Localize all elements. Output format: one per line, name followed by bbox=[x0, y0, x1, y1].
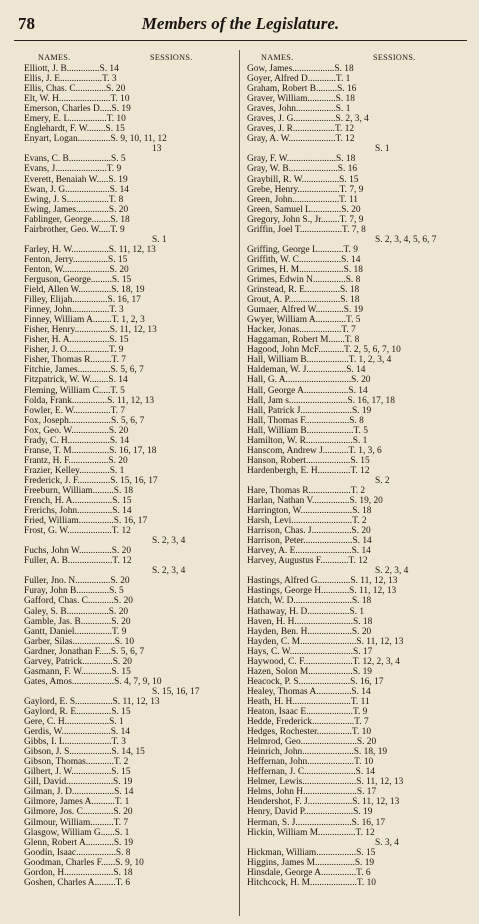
member-entry: S. 1 bbox=[152, 234, 167, 245]
member-entry: Hickman, William.................S. 15 bbox=[247, 847, 376, 858]
member-entry: Gow, James..................S. 18 bbox=[247, 64, 354, 74]
member-entry: Gilmore, James A..........T. 1 bbox=[24, 797, 130, 808]
member-entry: Hastings, Alfred G..............S. 11, 12, 13 bbox=[247, 576, 398, 587]
member-entry: Ellis, J. E..................T. 3 bbox=[24, 74, 117, 85]
member-entry: Fairbrother, Geo. W.....T. 9 bbox=[24, 224, 125, 235]
member-entry: Emerson, Charles D.....S. 19 bbox=[24, 104, 131, 115]
member-entry: Finney, John................T. 3 bbox=[24, 305, 124, 316]
member-entry: Freeburn, William.........S. 18 bbox=[24, 485, 134, 496]
member-entry: Helmrod, Geo........................S. 20 bbox=[247, 737, 377, 748]
member-entry: Fisher, Thomas R.........T. 7 bbox=[24, 355, 126, 366]
member-entry: Graham, Robert B.........S. 16 bbox=[247, 84, 357, 95]
member-entry: S. 2, 3, 4, 5, 6, 7 bbox=[375, 234, 437, 245]
member-entry: Ewan, J. G...................S. 14 bbox=[24, 184, 129, 195]
member-entry: Elt, W. H......................T. 10 bbox=[24, 94, 130, 105]
member-entry: Gates, Amos..................S. 4, 7, 9, 10 bbox=[24, 676, 162, 687]
member-entry: Hamilton, W. R....................S. 1 bbox=[247, 435, 368, 446]
member-entry: Hays, C. W...........................S. 17 bbox=[247, 646, 373, 657]
names-header: NAMES. bbox=[38, 53, 71, 62]
member-entry: Hall, Patrick J......................S. 19 bbox=[247, 405, 372, 416]
member-entry: Goodman, Charles F......S. 9, 10 bbox=[24, 857, 144, 868]
member-entry: Hastings, George H............S. 11, 12, 13 bbox=[247, 586, 397, 597]
member-entry: Graves, J. R..................T. 12 bbox=[247, 124, 355, 135]
page-number: 78 bbox=[18, 14, 35, 33]
member-entry: Frederick, J. F..............S. 15, 16, 17 bbox=[24, 475, 158, 486]
member-entry: Hanscom, Andrew J...........T. 1, 3, 6 bbox=[247, 445, 382, 456]
member-entry: Haldeman, W. J.................S. 14 bbox=[247, 365, 366, 376]
member-entry: Fuller, Jno. N...............S. 20 bbox=[24, 576, 130, 587]
member-entry: Gilmore, Jos. C.............S. 20 bbox=[24, 807, 133, 818]
member-entry: Gregory, John S., Jr........T. 7, 9 bbox=[247, 214, 364, 225]
member-entry: Garvey, Patrick.............S. 20 bbox=[24, 656, 132, 667]
member-entry: Hitchcock, H. M....................T. 10 bbox=[247, 877, 376, 888]
member-entry: Folda, Frank...............S. 11, 12, 13 bbox=[24, 395, 155, 406]
member-entry: Fenton, Jerry...............S. 15 bbox=[24, 254, 128, 265]
member-entry: Farley, H. W................S. 11, 12, 13 bbox=[24, 244, 156, 255]
sessions-header: SESSIONS. bbox=[150, 53, 193, 62]
member-entry: Hare, Thomas R..................T. 2 bbox=[247, 485, 366, 496]
member-entry: Harsh, Levi..........................T. 2 bbox=[247, 516, 367, 527]
member-entry: Gantt, Daniel................T. 9 bbox=[24, 626, 127, 637]
member-entry: Hall, George A...................S. 14 bbox=[247, 385, 368, 396]
member-entry: Gray, W. B.....................S. 16 bbox=[247, 164, 358, 175]
member-entry: Frazier, Kelley.............S. 1 bbox=[24, 465, 125, 476]
member-entry: Griffing, George L...........T. 9 bbox=[247, 244, 358, 255]
member-entry: Hedges, Rochester...............T. 10 bbox=[247, 727, 372, 738]
member-entry: Gibbs, I. L....................T. 3 bbox=[24, 737, 126, 748]
member-entry: Fitzpatrick, W. W........S. 14 bbox=[24, 375, 128, 386]
right-column bbox=[247, 53, 469, 888]
member-entry: Ellis, Chas. C.............S. 20 bbox=[24, 84, 126, 95]
member-entry: Filley, Elijah...............S. 16, 17 bbox=[24, 295, 141, 306]
member-entry: Hall, Thomas F...................S. 8 bbox=[247, 415, 364, 426]
member-entry: Fowler, E. W................T. 7 bbox=[24, 405, 126, 416]
member-entry: Frantz, H. F.................S. 20 bbox=[24, 455, 128, 466]
member-entry: Harvey, Augustus F............T. 12 bbox=[247, 556, 368, 567]
member-entry: Fisher, Henry...............S. 11, 12, 13 bbox=[24, 325, 157, 336]
member-entry: Gibson, J. S..................S. 14, 15 bbox=[24, 747, 145, 758]
member-entry: S. 1 bbox=[375, 144, 390, 155]
member-entry: Furay, John B..............S. 5 bbox=[24, 586, 124, 597]
member-entry: Gilbert, J. W.................S. 15 bbox=[24, 767, 131, 778]
member-entry: Fried, William...............S. 16, 17 bbox=[24, 516, 148, 527]
member-entry: Evans, J......................T. 9 bbox=[24, 164, 122, 175]
member-entry: Harrington, W......................S. 18 bbox=[247, 506, 372, 517]
member-entry: Heffernan, John....................T. 10 bbox=[247, 757, 374, 768]
member-entry: Englehardt, F. W........S. 15 bbox=[24, 124, 125, 135]
member-entry: Graves, John.................S. 1 bbox=[247, 104, 351, 115]
member-entry: Harrison, Peter.....................S. 14 bbox=[247, 536, 372, 547]
member-entry: Heinrich, John......................S. 18, 19 bbox=[247, 747, 388, 758]
member-entry: Harlan, Nathan V................S. 19, 20 bbox=[247, 496, 383, 507]
member-entry: Fleming, William C.....T. 5 bbox=[24, 385, 125, 396]
member-entry: Frady, C. H..................S. 14 bbox=[24, 435, 130, 446]
member-entry: Gamble, Jas. B.............S. 20 bbox=[24, 616, 131, 627]
member-entry: Grebe, Henry..................T. 7, 9 bbox=[247, 184, 364, 195]
member-entry: Gordon, H.....................S. 18 bbox=[24, 867, 133, 878]
member-entry: Emery, E. L................T. 10 bbox=[24, 114, 126, 125]
member-entry: Elliott, J. B..............S. 14 bbox=[24, 64, 119, 74]
member-entry: Glenn, Robert A............S. 19 bbox=[24, 837, 134, 848]
sessions-header: SESSIONS. bbox=[373, 53, 416, 62]
member-entry: Hinsdale, George A...............T. 6 bbox=[247, 867, 371, 878]
member-entry: Hagood, John McF...........T. 2, 5, 6, 7, 10 bbox=[247, 345, 401, 356]
member-entry: Higgins, James M.................S. 19 bbox=[247, 857, 375, 868]
member-entry: Harrison, Chas. J.................S. 20 bbox=[247, 526, 371, 537]
member-entry: S. 3, 4 bbox=[375, 837, 399, 848]
member-entry: Glasgow, William G......S. 1 bbox=[24, 827, 130, 838]
member-entry: S. 2, 3, 4 bbox=[375, 566, 409, 577]
member-entry: Heaton, Isaac E....................T. 9 bbox=[247, 707, 368, 717]
member-entry: Galey, S. B..................S. 20 bbox=[24, 606, 129, 617]
member-entry: Haven, H. H.........................S. 18 bbox=[247, 616, 373, 627]
member-entry: Henry, David P.....................S. 19 bbox=[247, 807, 373, 818]
member-entry: Helms, John H.......................S. 17 bbox=[247, 787, 377, 798]
member-entry: Helmer, Lewis.......................S. 11, 12, 13 bbox=[247, 777, 404, 788]
member-entry: Fitchie, James..............S. 5, 6, 7 bbox=[24, 365, 144, 376]
right-column-header bbox=[247, 53, 469, 64]
member-entry: Fenton, W....................S. 20 bbox=[24, 264, 129, 275]
member-entry: Goshen, Charles A.........T. 6 bbox=[24, 877, 131, 888]
member-entry: Griffin, Joel T..................T. 7, 8 bbox=[247, 224, 366, 235]
member-entry: Harvey, A. E........................S. 14 bbox=[247, 546, 371, 557]
member-entry: Graybill, R. W................S. 15 bbox=[247, 174, 359, 185]
member-entry: Grimes, H. M...................S. 18 bbox=[247, 264, 363, 275]
page-title: Members of the Legislature. bbox=[141, 14, 340, 33]
member-entry: Hall, William B....................T. 5 bbox=[247, 425, 368, 436]
member-entry: Hall, Jam s.........................S. 16, 17, 18 bbox=[247, 395, 395, 406]
member-entry: Ewing, J. S..................T. 8 bbox=[24, 194, 124, 205]
member-entry: Green, Samuel L.............S. 20 bbox=[247, 204, 361, 215]
member-entry: Heacock, P. S......................S. 16, 17 bbox=[247, 676, 384, 687]
member-entry: Griffith, W. C..................S. 14 bbox=[247, 254, 361, 265]
member-entry: Haywood, C. F.....................T. 12, 2, 3, 4 bbox=[247, 656, 400, 667]
member-entry: Hacker, Jonas..................T. 7 bbox=[247, 325, 356, 336]
member-entry: Hatch, W. D.........................S. 18 bbox=[247, 596, 372, 607]
member-entry: S. 2, 3, 4 bbox=[152, 536, 186, 547]
member-entry: Franse, T. M................S. 16, 17, 18 bbox=[24, 445, 157, 456]
member-entry: Heffernan, J. C......................S. 14 bbox=[247, 767, 375, 778]
member-entry: Gill, David....................S. 19 bbox=[24, 777, 133, 788]
member-entry: Hayden, C. M........................S. 11, 12, 13 bbox=[247, 636, 404, 647]
member-entry: Graves, J. G..................S. 2, 3, 4 bbox=[247, 114, 369, 125]
member-entry: Grinstead, R. E...............S. 18 bbox=[247, 285, 360, 296]
member-entry: Fuchs, John W..............S. 20 bbox=[24, 546, 132, 557]
member-entry: Hickin, William M................T. 12 bbox=[247, 827, 375, 838]
member-entry: Garber, Silas..................S. 10 bbox=[24, 636, 135, 647]
member-entry: Everett, Benaiah W.....S. 19 bbox=[24, 174, 128, 185]
member-entry: Gerdis, W.....................S. 14 bbox=[24, 727, 130, 738]
member-entry: Gafford, Chas. C...........S. 20 bbox=[24, 596, 133, 607]
member-entry: Evans, C. B..................S. 5 bbox=[24, 154, 126, 165]
member-entry: Hayden, Ben. H...................S. 20 bbox=[247, 626, 372, 637]
member-entry: Fablinger, George........S. 18 bbox=[24, 214, 130, 225]
member-entry: Ewing, James..............S. 20 bbox=[24, 204, 129, 215]
member-entry: Grimes, Edwin N..............S. 8 bbox=[247, 274, 361, 285]
member-entry: Green, John....................T. 11 bbox=[247, 194, 358, 205]
member-entry: Hazen, Solon M...................S. 19 bbox=[247, 666, 372, 677]
member-entry: Haggaman, Robert M.......T. 8 bbox=[247, 335, 360, 346]
member-entry: Gaylord, E. S................S. 11, 12, 13 bbox=[24, 696, 160, 707]
member-entry: 13 bbox=[152, 144, 162, 155]
left-column bbox=[24, 53, 238, 888]
member-entry: Goodin, Isaac.................S. 8 bbox=[24, 847, 131, 858]
member-entry: Gere, C. H...................S. 1 bbox=[24, 717, 124, 728]
member-entry: Frost, G. W...................T. 12 bbox=[24, 526, 131, 537]
member-entry: Gray, F. W.....................S. 18 bbox=[247, 154, 356, 165]
member-entry: Gibson, Thomas............T. 2 bbox=[24, 757, 129, 768]
member-entry: Finney, William A........T. 1, 2, 3 bbox=[24, 315, 145, 326]
member-entry: Hathaway, H. D..................S. 1 bbox=[247, 606, 365, 617]
member-entry: Frerichs, John...............S. 14 bbox=[24, 506, 132, 517]
member-entry: Hanson, Robert...................S. 15 bbox=[247, 455, 370, 466]
member-entry: Heath, H. H.........................T. 11 bbox=[247, 696, 370, 707]
member-entry: Field, Allen W..............S. 18, 19 bbox=[24, 285, 145, 296]
left-entry-list bbox=[24, 64, 238, 888]
member-entry: Fisher, J. O..................T. 9 bbox=[24, 345, 124, 356]
member-entry: Fisher, H. A.................S. 15 bbox=[24, 335, 129, 346]
member-entry: Fox, Joseph..................S. 5, 6, 7 bbox=[24, 415, 145, 426]
member-entry: S. 2, 3, 4 bbox=[152, 566, 186, 577]
member-entry: Enyart, Logan..............S. 9, 10, 11, 12 bbox=[24, 134, 167, 145]
member-entry: Gumaer, Alfred W............S. 19 bbox=[247, 305, 364, 316]
member-entry: Hall, William B..................T. 1, 2, 3, 4 bbox=[247, 355, 392, 366]
member-entry: S. 15, 16, 17 bbox=[152, 686, 200, 697]
member-entry: Goyer, Alfred D............T. 1 bbox=[247, 74, 351, 85]
member-entry: Hardenbergh, E. H..............T. 12 bbox=[247, 465, 370, 476]
member-entry: Graver, William............S. 18 bbox=[247, 94, 355, 105]
member-entry: French, H. A.................S. 15 bbox=[24, 496, 132, 507]
member-entry: Gardner, Jonathan F.....S. 5, 6, 7 bbox=[24, 646, 145, 657]
member-entry: Herman, S. J........................S. 16, 17 bbox=[247, 817, 386, 828]
member-entry: Gasmann, F. W.............S. 15 bbox=[24, 666, 131, 677]
member-entry: Ferguson, George.........S. 15 bbox=[24, 274, 132, 285]
member-entry: Hall, G. A............................S. 20 bbox=[247, 375, 371, 386]
page-header bbox=[14, 10, 467, 41]
left-column-header bbox=[24, 53, 238, 64]
member-entry: Gilmour, William..........T. 7 bbox=[24, 817, 129, 828]
member-entry: Hedde, Frederick..................T. 7 bbox=[247, 717, 369, 728]
member-entry: Healey, Thomas A...............S. 14 bbox=[247, 686, 371, 697]
member-entry: Gray, A. W....................T. 12 bbox=[247, 134, 355, 145]
member-entry: Gaylord, R. E...............S. 15 bbox=[24, 707, 131, 717]
member-entry: Gilman, J. D..................S. 14 bbox=[24, 787, 134, 798]
member-entry: Fox, Geo. W................S. 20 bbox=[24, 425, 129, 436]
member-entry: Grout, A. P......................S. 18 bbox=[247, 295, 360, 306]
right-entry-list bbox=[247, 64, 469, 888]
member-entry: Gwyer, William A.............T. 5 bbox=[247, 315, 361, 326]
member-entry: Fuller, A. B...................T. 12 bbox=[24, 556, 132, 567]
member-entry: Hendershot, F. J...................S. 11, 12, 13 bbox=[247, 797, 400, 808]
column-divider bbox=[239, 50, 240, 916]
names-header: NAMES. bbox=[261, 53, 294, 62]
member-entry: S. 2 bbox=[375, 475, 390, 486]
